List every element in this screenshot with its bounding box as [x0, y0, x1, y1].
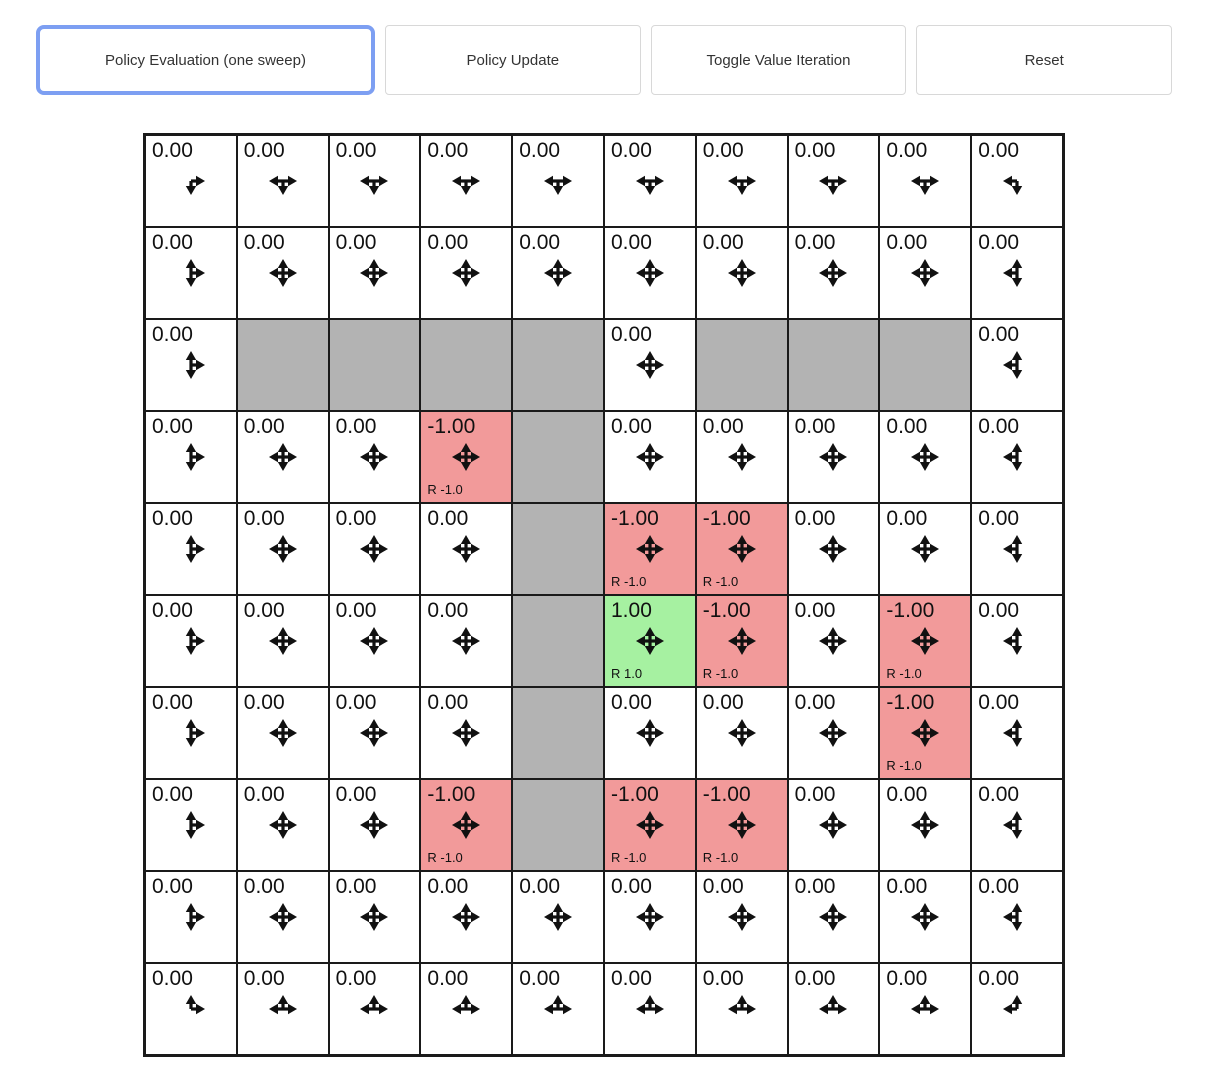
grid-cell-r8c5[interactable] — [604, 871, 696, 963]
policy-arrow-icon — [360, 903, 388, 931]
cell-value: 0.00 — [243, 599, 285, 622]
grid-cell-r3c0[interactable] — [145, 411, 237, 503]
policy-arrow-icon — [819, 259, 847, 287]
grid-cell-r5c9[interactable] — [971, 595, 1063, 687]
cell-value: 0.00 — [335, 507, 377, 530]
grid-cell-r8c6[interactable] — [696, 871, 788, 963]
grid-cell-r7c6[interactable] — [696, 779, 788, 871]
cell-value: 0.00 — [611, 415, 652, 438]
grid-cell-r4c8[interactable] — [879, 503, 971, 595]
grid-cell-r7c0[interactable] — [145, 779, 237, 871]
cell-value: 0.00 — [427, 139, 469, 162]
grid-cell-r6c6[interactable] — [696, 687, 788, 779]
cell-reward-label: R -1.0 — [702, 574, 739, 589]
policy-arrow-icon — [452, 167, 480, 195]
policy-arrow-icon — [269, 535, 297, 563]
policy-arrow-icon — [911, 443, 939, 471]
policy-arrow-icon — [452, 903, 480, 931]
policy-arrow-icon — [819, 811, 847, 839]
policy-evaluation-button[interactable]: Policy Evaluation (one sweep) — [36, 25, 375, 95]
grid-cell-r7c5[interactable] — [604, 779, 696, 871]
grid-cell-r0c6[interactable] — [696, 135, 788, 227]
grid-cell-r3c8[interactable] — [879, 411, 971, 503]
grid-cell-r4c9[interactable] — [971, 503, 1063, 595]
grid-cell-r5c7[interactable] — [788, 595, 880, 687]
grid-cell-r1c4[interactable] — [512, 227, 604, 319]
cell-value: 0.00 — [335, 691, 377, 714]
policy-arrow-icon — [360, 535, 388, 563]
cell-value: 0.00 — [243, 507, 285, 530]
cell-value: 0.00 — [978, 231, 1020, 254]
policy-arrow-icon — [177, 995, 205, 1023]
policy-arrow-icon — [269, 995, 297, 1023]
grid-cell-r1c8[interactable] — [879, 227, 971, 319]
grid-cell-r7c3[interactable] — [420, 779, 512, 871]
grid-cell-r6c1[interactable] — [237, 687, 329, 779]
grid-cell-r9c5[interactable] — [604, 963, 696, 1055]
policy-arrow-icon — [911, 903, 939, 931]
cell-value: -1.00 — [427, 415, 476, 438]
grid-cell-r1c0[interactable] — [145, 227, 237, 319]
cell-value: 0.00 — [794, 783, 836, 806]
grid-cell-r9c2[interactable] — [329, 963, 421, 1055]
policy-arrow-icon — [1003, 443, 1031, 471]
grid-cell-r5c2[interactable] — [329, 595, 421, 687]
grid-cell-r6c2[interactable] — [329, 687, 421, 779]
cell-value: 0.00 — [886, 875, 928, 898]
cell-value: 0.00 — [978, 507, 1020, 530]
policy-arrow-icon — [1003, 811, 1031, 839]
cell-reward-label: R -1.0 — [611, 850, 647, 865]
policy-arrow-icon — [269, 443, 297, 471]
grid-cell-r8c1[interactable] — [237, 871, 329, 963]
grid-cell-r0c4[interactable] — [512, 135, 604, 227]
cell-value: 0.00 — [427, 875, 469, 898]
cell-value: 0.00 — [611, 231, 652, 254]
toggle-value-iteration-button[interactable]: Toggle Value Iteration — [651, 25, 907, 95]
cell-reward-label: R 1.0 — [611, 666, 643, 681]
policy-arrow-icon — [1003, 167, 1031, 195]
policy-arrow-icon — [177, 535, 205, 563]
policy-arrow-icon — [177, 443, 205, 471]
grid-cell-r2c8[interactable] — [879, 319, 971, 411]
cell-value: 0.00 — [427, 507, 469, 530]
policy-arrow-icon — [728, 535, 756, 563]
cell-value: -1.00 — [611, 507, 659, 530]
cell-value: 0.00 — [978, 415, 1020, 438]
grid-cell-r0c0[interactable] — [145, 135, 237, 227]
policy-arrow-icon — [1003, 535, 1031, 563]
cell-value: 0.00 — [427, 599, 469, 622]
policy-arrow-icon — [177, 627, 205, 655]
grid-cell-r5c3[interactable] — [420, 595, 512, 687]
policy-arrow-icon — [636, 259, 664, 287]
cell-value: 0.00 — [702, 967, 744, 990]
policy-arrow-icon — [452, 259, 480, 287]
cell-value: 0.00 — [611, 139, 652, 162]
policy-arrow-icon — [452, 719, 480, 747]
cell-value: 0.00 — [243, 967, 285, 990]
policy-arrow-icon — [636, 351, 664, 379]
cell-value: -1.00 — [886, 691, 935, 714]
cell-value: 0.00 — [886, 415, 928, 438]
policy-arrow-icon — [1003, 627, 1031, 655]
grid-cell-r0c2[interactable] — [329, 135, 421, 227]
grid-cell-r8c4[interactable] — [512, 871, 604, 963]
grid-cell-r2c2[interactable] — [329, 319, 421, 411]
grid-cell-r3c7[interactable] — [788, 411, 880, 503]
policy-arrow-icon — [452, 535, 480, 563]
cell-value: 0.00 — [152, 323, 193, 346]
cell-value: 0.00 — [243, 231, 285, 254]
policy-arrow-icon — [269, 259, 297, 287]
grid-cell-r9c3[interactable] — [420, 963, 512, 1055]
cell-value: -1.00 — [702, 783, 751, 806]
toolbar — [0, 0, 1208, 95]
cell-value: 0.00 — [152, 139, 193, 162]
policy-arrow-icon — [728, 167, 756, 195]
grid-cell-r4c5[interactable] — [604, 503, 696, 595]
grid-cell-r4c2[interactable] — [329, 503, 421, 595]
policy-arrow-icon — [819, 903, 847, 931]
cell-value: 0.00 — [427, 691, 469, 714]
cell-value: 0.00 — [794, 507, 836, 530]
cell-value: 0.00 — [794, 139, 836, 162]
grid-cell-r4c3[interactable] — [420, 503, 512, 595]
grid-cell-r9c7[interactable] — [788, 963, 880, 1055]
policy-arrow-icon — [636, 443, 664, 471]
policy-arrow-icon — [911, 259, 939, 287]
cell-value: 0.00 — [978, 323, 1020, 346]
cell-value: 0.00 — [152, 599, 193, 622]
policy-arrow-icon — [452, 627, 480, 655]
grid-cell-r0c3[interactable] — [420, 135, 512, 227]
grid-cell-r9c4[interactable] — [512, 963, 604, 1055]
grid-cell-r4c0[interactable] — [145, 503, 237, 595]
cell-value: 0.00 — [794, 875, 836, 898]
grid-cell-r5c8[interactable] — [879, 595, 971, 687]
policy-arrow-icon — [728, 995, 756, 1023]
policy-arrow-icon — [269, 903, 297, 931]
policy-arrow-icon — [177, 811, 205, 839]
grid-cell-r9c6[interactable] — [696, 963, 788, 1055]
grid-cell-r1c5[interactable] — [604, 227, 696, 319]
cell-value: 0.00 — [427, 231, 469, 254]
policy-arrow-icon — [911, 811, 939, 839]
grid-cell-r3c6[interactable] — [696, 411, 788, 503]
cell-reward-label: R -1.0 — [611, 574, 647, 589]
cell-value: 0.00 — [152, 967, 193, 990]
cell-reward-label: R -1.0 — [702, 850, 739, 865]
grid-cell-r0c7[interactable] — [788, 135, 880, 227]
grid-cell-r9c0[interactable] — [145, 963, 237, 1055]
grid-cell-r5c1[interactable] — [237, 595, 329, 687]
policy-arrow-icon — [1003, 351, 1031, 379]
policy-arrow-icon — [636, 811, 664, 839]
policy-arrow-icon — [636, 167, 664, 195]
cell-value: 0.00 — [978, 691, 1020, 714]
grid-cell-r5c5[interactable] — [604, 595, 696, 687]
cell-value: 0.00 — [702, 415, 744, 438]
cell-value: 0.00 — [886, 139, 928, 162]
cell-value: 0.00 — [519, 875, 561, 898]
policy-arrow-icon — [728, 811, 756, 839]
grid-cell-r3c9[interactable] — [971, 411, 1063, 503]
cell-value: 0.00 — [702, 691, 744, 714]
cell-value: 0.00 — [794, 691, 836, 714]
grid-cell-r5c6[interactable] — [696, 595, 788, 687]
policy-arrow-icon — [636, 627, 664, 655]
cell-value: 0.00 — [886, 967, 928, 990]
policy-arrow-icon — [360, 719, 388, 747]
policy-arrow-icon — [269, 719, 297, 747]
policy-arrow-icon — [544, 167, 572, 195]
policy-arrow-icon — [636, 903, 664, 931]
cell-value: 0.00 — [335, 231, 377, 254]
grid-cell-r3c3[interactable] — [420, 411, 512, 503]
policy-arrow-icon — [177, 719, 205, 747]
cell-value: 0.00 — [978, 783, 1020, 806]
cell-value: 0.00 — [335, 783, 377, 806]
cell-value: 0.00 — [152, 875, 193, 898]
policy-arrow-icon — [1003, 259, 1031, 287]
cell-value: 0.00 — [702, 139, 744, 162]
grid-cell-r8c0[interactable] — [145, 871, 237, 963]
grid-cell-r2c7[interactable] — [788, 319, 880, 411]
grid-cell-r2c6[interactable] — [696, 319, 788, 411]
policy-arrow-icon — [1003, 995, 1031, 1023]
policy-arrow-icon — [177, 167, 205, 195]
cell-value: 0.00 — [611, 967, 652, 990]
cell-value: 0.00 — [886, 231, 928, 254]
gridworld — [143, 133, 1065, 1057]
policy-arrow-icon — [452, 811, 480, 839]
cell-value: 0.00 — [794, 231, 836, 254]
grid-cell-r9c1[interactable] — [237, 963, 329, 1055]
policy-arrow-icon — [728, 259, 756, 287]
grid-cell-r7c1[interactable] — [237, 779, 329, 871]
grid-cell-r1c6[interactable] — [696, 227, 788, 319]
grid-cell-r6c9[interactable] — [971, 687, 1063, 779]
policy-arrow-icon — [269, 627, 297, 655]
cell-value: 0.00 — [243, 783, 285, 806]
grid-cell-r2c5[interactable] — [604, 319, 696, 411]
cell-value: -1.00 — [886, 599, 935, 622]
cell-value: 0.00 — [978, 875, 1020, 898]
grid-cell-r6c5[interactable] — [604, 687, 696, 779]
grid-cell-r1c9[interactable] — [971, 227, 1063, 319]
cell-value: 0.00 — [611, 875, 652, 898]
grid-cell-r7c8[interactable] — [879, 779, 971, 871]
cell-value: 0.00 — [702, 231, 744, 254]
policy-arrow-icon — [544, 995, 572, 1023]
cell-value: 0.00 — [335, 599, 377, 622]
grid-cell-r6c4[interactable] — [512, 687, 604, 779]
grid-cell-r6c3[interactable] — [420, 687, 512, 779]
grid-cell-r8c9[interactable] — [971, 871, 1063, 963]
grid-cell-r3c5[interactable] — [604, 411, 696, 503]
cell-value: 0.00 — [886, 507, 928, 530]
grid-cell-r4c6[interactable] — [696, 503, 788, 595]
policy-arrow-icon — [911, 627, 939, 655]
cell-value: 0.00 — [978, 599, 1020, 622]
cell-value: 0.00 — [519, 231, 561, 254]
cell-value: 0.00 — [243, 691, 285, 714]
grid-cell-r0c5[interactable] — [604, 135, 696, 227]
policy-arrow-icon — [452, 995, 480, 1023]
policy-arrow-icon — [360, 995, 388, 1023]
policy-arrow-icon — [728, 627, 756, 655]
cell-value: 0.00 — [519, 967, 561, 990]
policy-arrow-icon — [177, 903, 205, 931]
policy-arrow-icon — [1003, 719, 1031, 747]
grid-cell-r1c7[interactable] — [788, 227, 880, 319]
grid-cell-r0c8[interactable] — [879, 135, 971, 227]
grid-cell-r8c8[interactable] — [879, 871, 971, 963]
cell-reward-label: R -1.0 — [427, 482, 463, 497]
policy-arrow-icon — [544, 259, 572, 287]
cell-value: -1.00 — [611, 783, 659, 806]
policy-arrow-icon — [269, 167, 297, 195]
cell-value: 0.00 — [427, 967, 469, 990]
grid-cell-r0c1[interactable] — [237, 135, 329, 227]
cell-value: 0.00 — [243, 875, 285, 898]
grid-cell-r6c0[interactable] — [145, 687, 237, 779]
cell-value: 0.00 — [152, 415, 193, 438]
policy-arrow-icon — [911, 535, 939, 563]
cell-value: 0.00 — [611, 691, 652, 714]
grid-cell-r8c2[interactable] — [329, 871, 421, 963]
grid-cell-r7c9[interactable] — [971, 779, 1063, 871]
cell-value: 0.00 — [978, 139, 1020, 162]
cell-value: -1.00 — [427, 783, 476, 806]
cell-value: 0.00 — [243, 139, 285, 162]
policy-arrow-icon — [819, 995, 847, 1023]
grid-cell-r8c3[interactable] — [420, 871, 512, 963]
grid-cell-r4c1[interactable] — [237, 503, 329, 595]
cell-reward-label: R -1.0 — [886, 666, 922, 681]
grid-cell-r0c9[interactable] — [971, 135, 1063, 227]
cell-value: 0.00 — [794, 967, 836, 990]
grid-cell-r7c7[interactable] — [788, 779, 880, 871]
policy-arrow-icon — [1003, 903, 1031, 931]
policy-arrow-icon — [452, 443, 480, 471]
cell-value: 0.00 — [978, 967, 1020, 990]
policy-arrow-icon — [911, 167, 939, 195]
cell-value: 0.00 — [243, 415, 285, 438]
policy-arrow-icon — [728, 443, 756, 471]
policy-arrow-icon — [360, 259, 388, 287]
cell-value: 0.00 — [152, 507, 193, 530]
grid-cell-r2c9[interactable] — [971, 319, 1063, 411]
policy-arrow-icon — [636, 719, 664, 747]
grid-cell-r4c4[interactable] — [512, 503, 604, 595]
cell-value: 0.00 — [886, 783, 928, 806]
cell-value: 0.00 — [611, 323, 652, 346]
grid-cell-r3c2[interactable] — [329, 411, 421, 503]
grid-cell-r9c8[interactable] — [879, 963, 971, 1055]
grid-cell-r6c8[interactable] — [879, 687, 971, 779]
grid-cell-r1c2[interactable] — [329, 227, 421, 319]
grid-cell-r2c4[interactable] — [512, 319, 604, 411]
grid-cell-r2c0[interactable] — [145, 319, 237, 411]
cell-value: 0.00 — [335, 967, 377, 990]
cell-value: 0.00 — [794, 415, 836, 438]
policy-arrow-icon — [819, 167, 847, 195]
policy-arrow-icon — [177, 259, 205, 287]
policy-arrow-icon — [728, 903, 756, 931]
policy-arrow-icon — [911, 719, 939, 747]
cell-reward-label: R -1.0 — [427, 850, 463, 865]
policy-arrow-icon — [360, 627, 388, 655]
reset-button[interactable]: Reset — [916, 25, 1172, 95]
cell-value: 0.00 — [152, 231, 193, 254]
cell-value: 0.00 — [519, 139, 561, 162]
policy-arrow-icon — [636, 995, 664, 1023]
grid-cell-r7c4[interactable] — [512, 779, 604, 871]
grid-cell-r8c7[interactable] — [788, 871, 880, 963]
cell-value: 0.00 — [702, 875, 744, 898]
grid-cell-r2c3[interactable] — [420, 319, 512, 411]
grid-cell-r4c7[interactable] — [788, 503, 880, 595]
policy-arrow-icon — [819, 719, 847, 747]
policy-arrow-icon — [728, 719, 756, 747]
policy-arrow-icon — [360, 811, 388, 839]
policy-arrow-icon — [544, 903, 572, 931]
cell-value: 0.00 — [794, 599, 836, 622]
cell-value: 1.00 — [611, 599, 652, 622]
cell-reward-label: R -1.0 — [702, 666, 739, 681]
grid-cell-r3c4[interactable] — [512, 411, 604, 503]
cell-value: -1.00 — [702, 599, 751, 622]
grid-cell-r5c4[interactable] — [512, 595, 604, 687]
policy-update-button[interactable]: Policy Update — [385, 25, 641, 95]
policy-arrow-icon — [177, 351, 205, 379]
grid-cell-r3c1[interactable] — [237, 411, 329, 503]
cell-value: 0.00 — [152, 691, 193, 714]
policy-arrow-icon — [819, 443, 847, 471]
grid-cell-r7c2[interactable] — [329, 779, 421, 871]
grid-cell-r1c3[interactable] — [420, 227, 512, 319]
policy-arrow-icon — [911, 995, 939, 1023]
grid-cell-r6c7[interactable] — [788, 687, 880, 779]
policy-arrow-icon — [360, 443, 388, 471]
cell-value: 0.00 — [152, 783, 193, 806]
cell-reward-label: R -1.0 — [886, 758, 922, 773]
grid-cell-r5c0[interactable] — [145, 595, 237, 687]
grid-cell-r1c1[interactable] — [237, 227, 329, 319]
policy-arrow-icon — [819, 627, 847, 655]
cell-value: 0.00 — [335, 415, 377, 438]
cell-value: 0.00 — [335, 875, 377, 898]
policy-arrow-icon — [360, 167, 388, 195]
policy-arrow-icon — [819, 535, 847, 563]
policy-arrow-icon — [636, 535, 664, 563]
grid-cell-r2c1[interactable] — [237, 319, 329, 411]
policy-arrow-icon — [269, 811, 297, 839]
cell-value: -1.00 — [702, 507, 751, 530]
grid-cell-r9c9[interactable] — [971, 963, 1063, 1055]
cell-value: 0.00 — [335, 139, 377, 162]
